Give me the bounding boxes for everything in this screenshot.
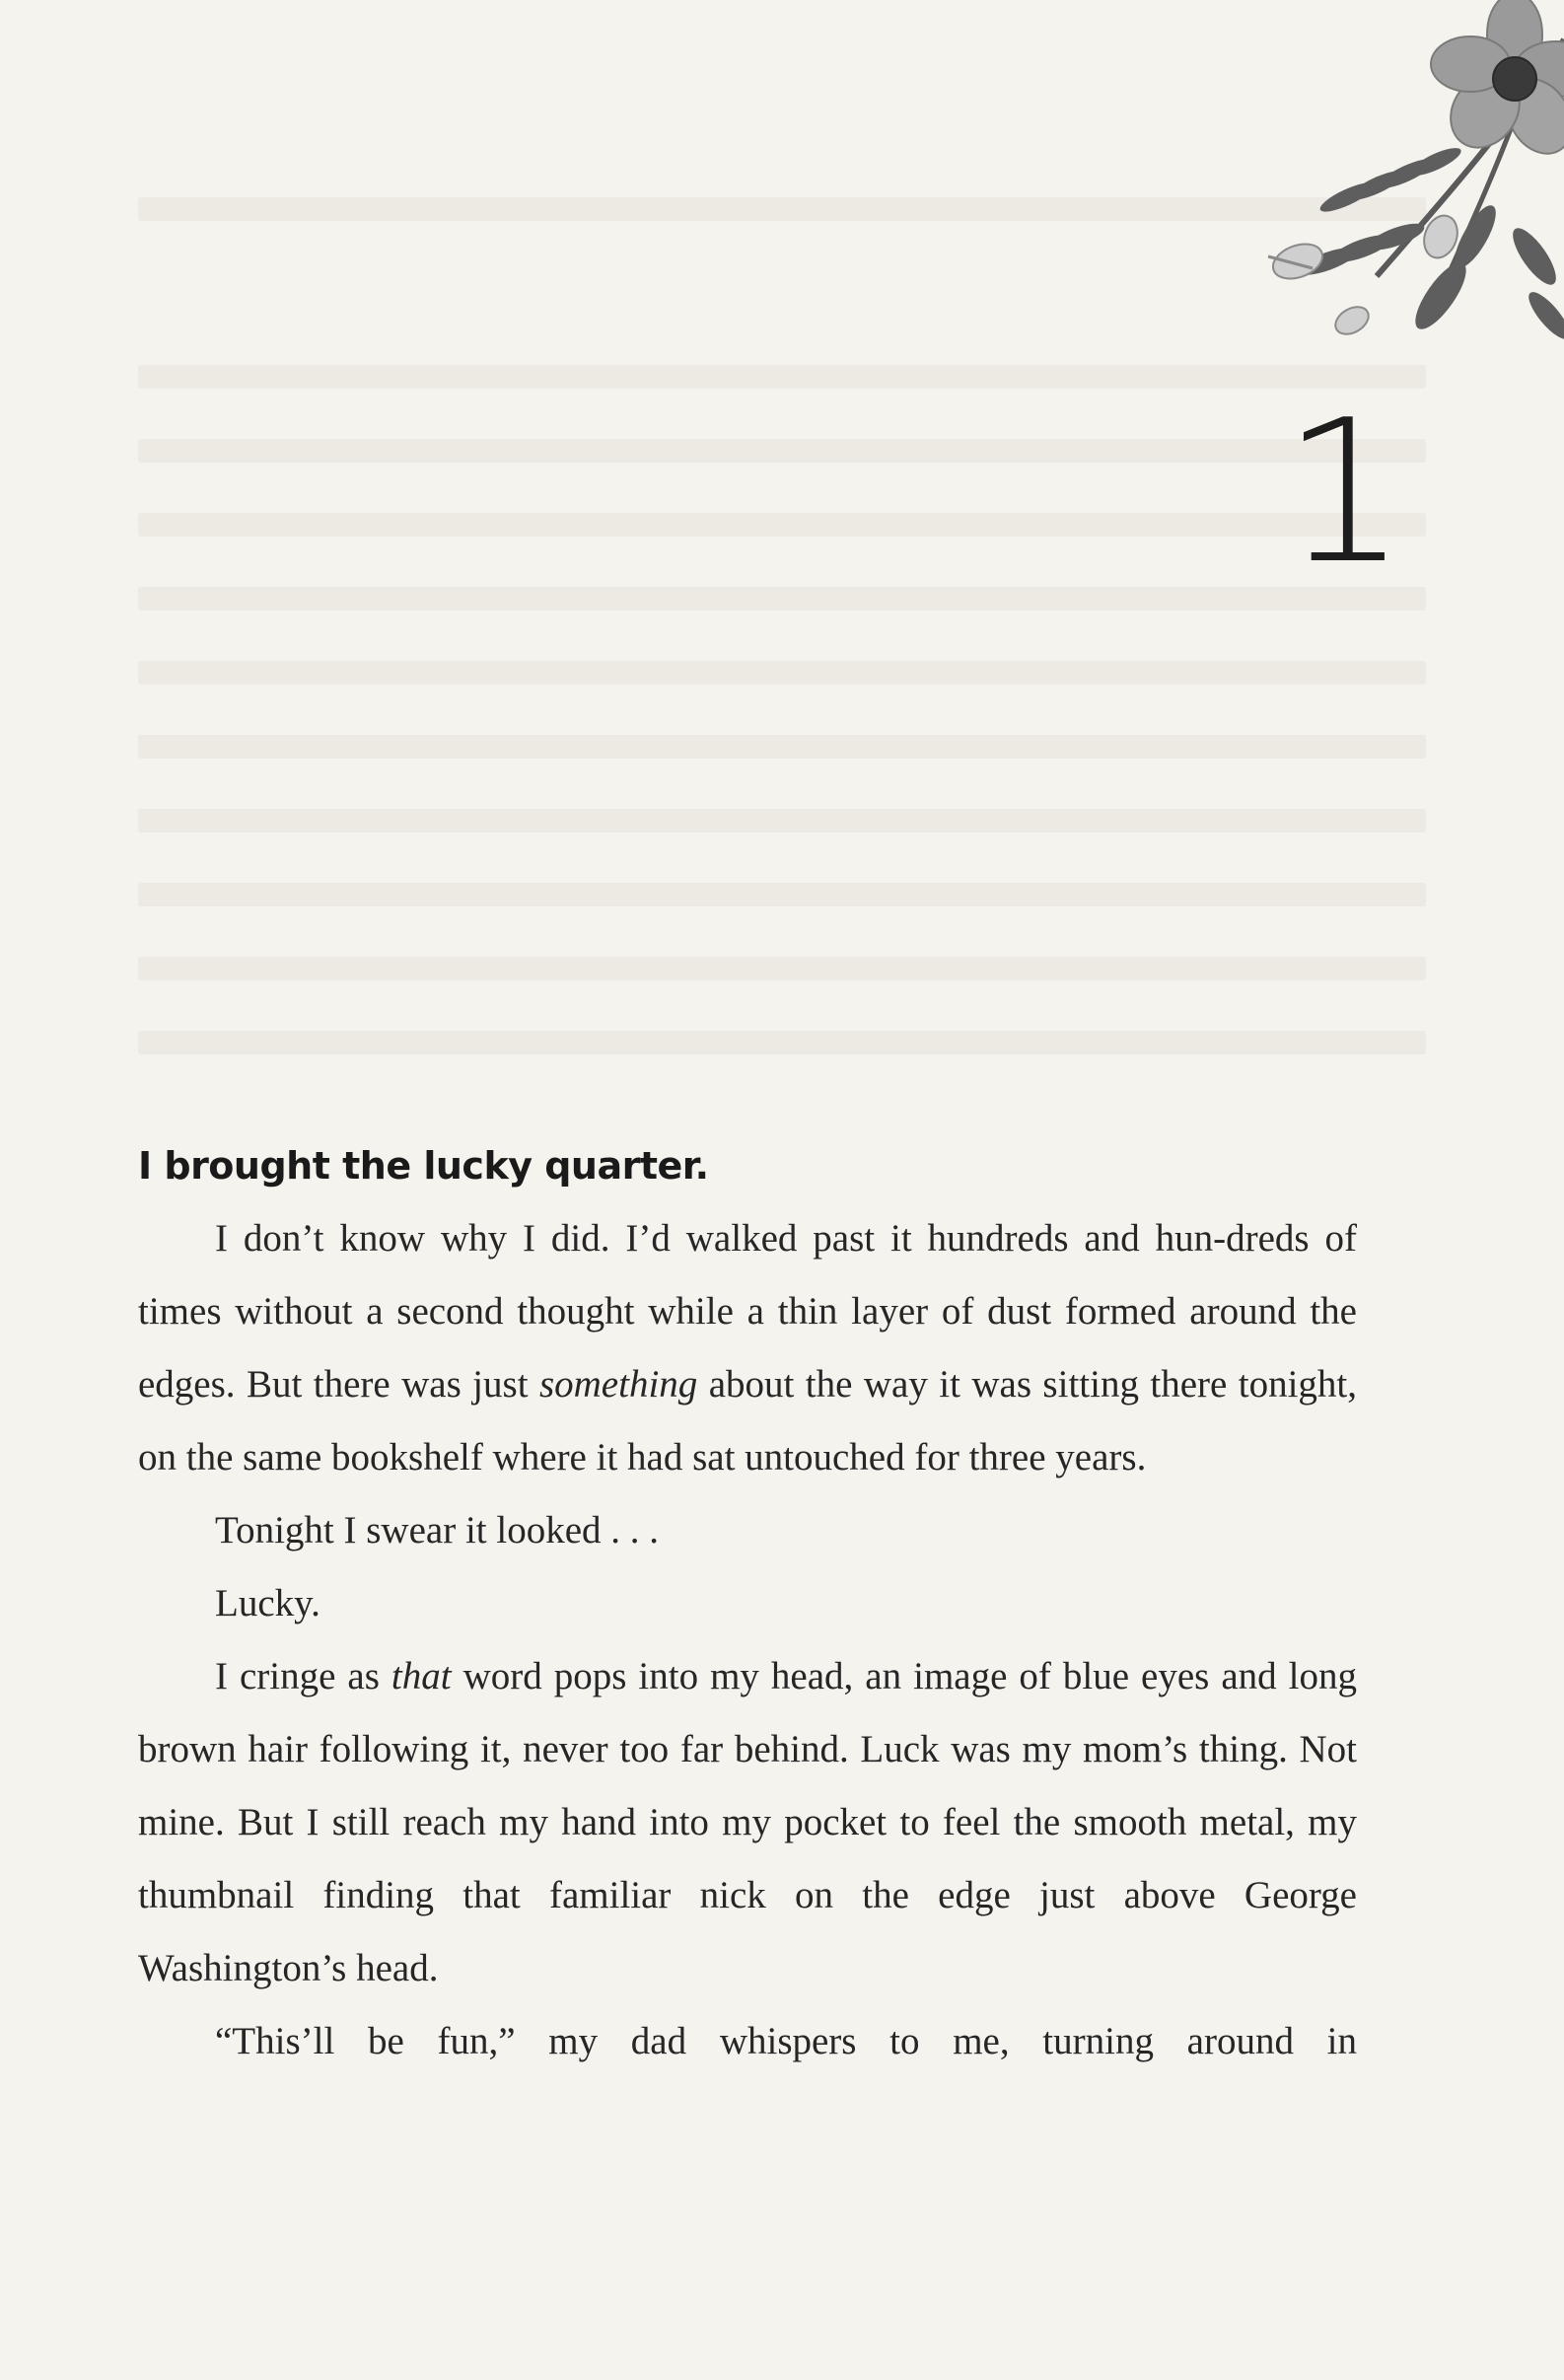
emphasis-text: that xyxy=(391,1655,452,1697)
bleed-through-line xyxy=(138,957,1426,980)
bleed-through-line xyxy=(138,1031,1426,1054)
paragraph-text: word pops into my head, an image of blue eyes and long brown hair following it, never too far behind. Luck was my mom’s thing. Not mine. But I still reach my hand into my pocket to feel the smooth metal, my thumbnail finding that familiar nick on the edge just above George Washington’s head. xyxy=(138,1655,1357,1989)
bleed-through-line xyxy=(138,883,1426,906)
paragraph-text: Lucky. xyxy=(215,1582,320,1624)
bleed-through-line xyxy=(138,587,1426,611)
paragraph-text: I cringe as xyxy=(215,1655,391,1697)
paragraph xyxy=(138,1640,1357,2005)
paragraph xyxy=(138,1494,1357,1567)
bleed-through-line xyxy=(138,661,1426,685)
paragraph-text: Tonight I swear it looked . . . xyxy=(215,1509,660,1551)
paragraph-text: about the way it was sitting there tonight, on the same bookshelf where it had sat untouched for three years. xyxy=(138,1363,1357,1478)
bleed-through-line xyxy=(138,513,1426,537)
floral-corner-icon xyxy=(1051,0,1564,375)
paragraph xyxy=(138,1567,1357,1640)
bleed-through-line xyxy=(138,809,1426,832)
opening-line: I brought the lucky quarter. xyxy=(138,1144,709,1188)
emphasis-text: something xyxy=(538,1363,698,1406)
bleed-through-line xyxy=(138,735,1426,758)
paragraph-text: “This’ll be fun,” my dad whispers to me, turning around in xyxy=(215,2020,1357,2062)
paragraph xyxy=(138,2005,1357,2078)
chapter-number: 1 xyxy=(1282,378,1408,608)
bleed-through-line xyxy=(138,439,1426,463)
paragraph-text: I don’t know why I did. I’d walked past it hundreds and hun-dreds of times without a second thought while a thin layer of dust formed around the edges. But there was just xyxy=(138,1217,1357,1406)
paragraph xyxy=(138,1202,1357,1494)
chapter-body xyxy=(138,1129,1357,2078)
